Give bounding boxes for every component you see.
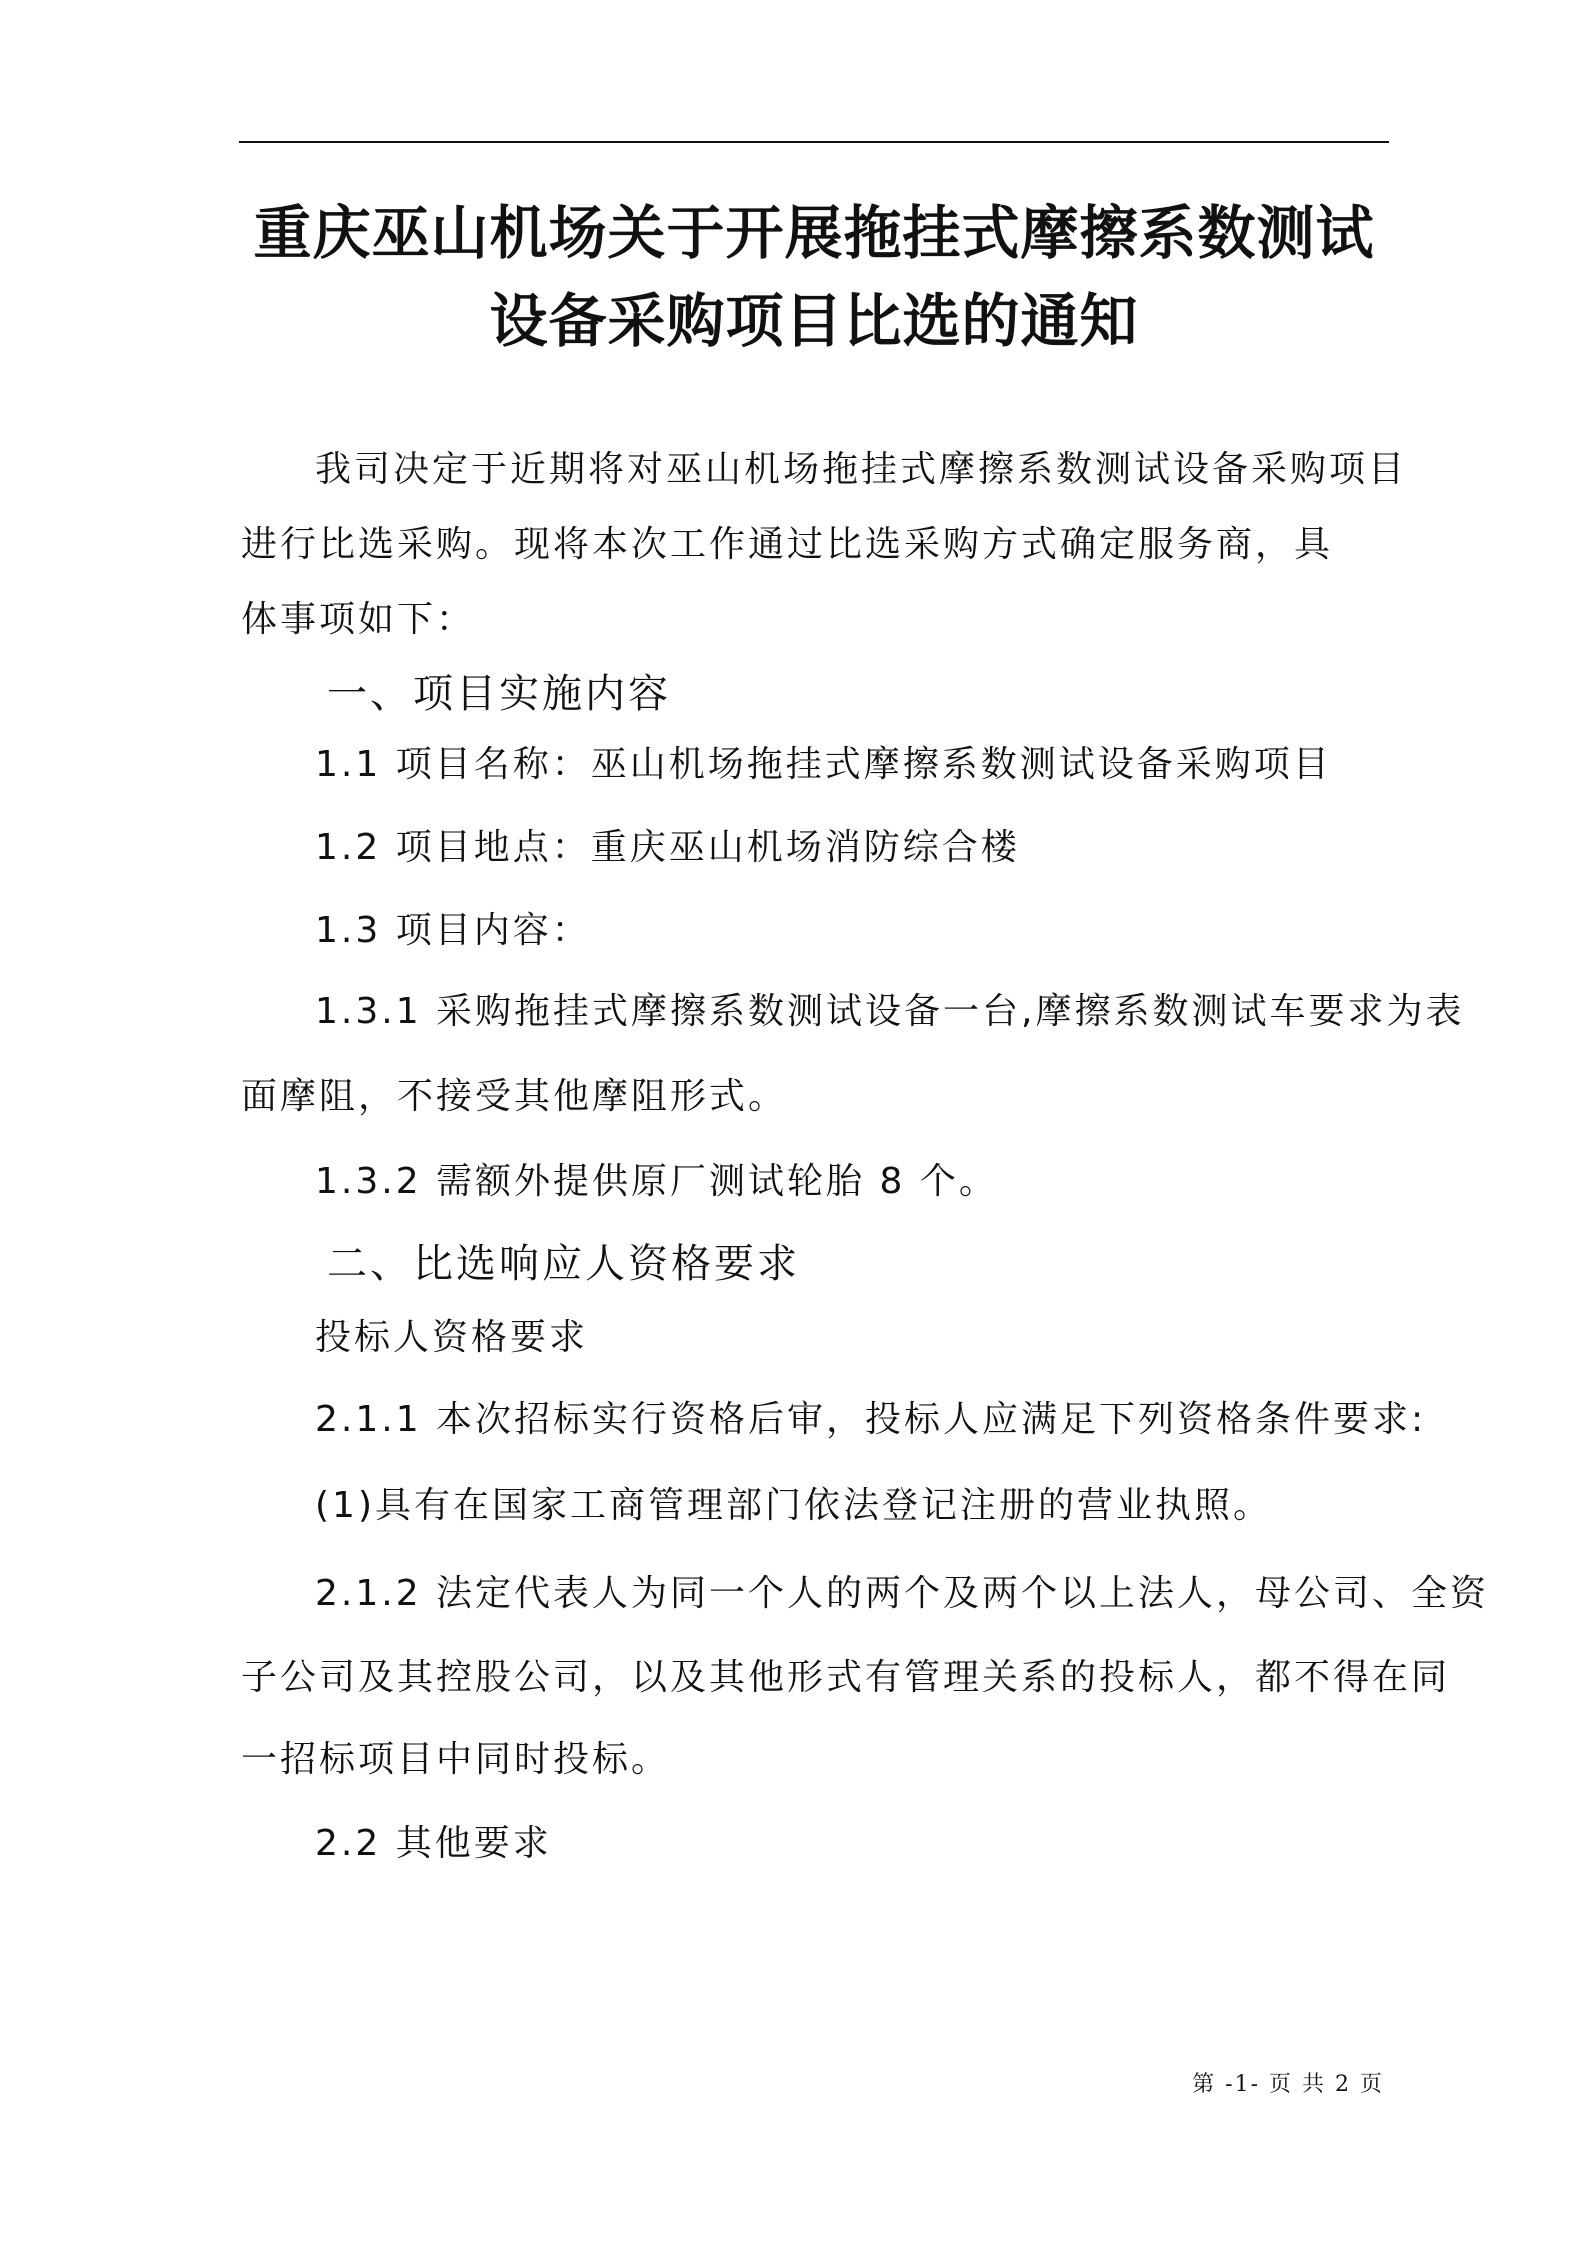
item-2-1-2-line-2: 子公司及其控股公司，以及其他形式有管理关系的投标人，都不得在同 bbox=[241, 1657, 1451, 1698]
item-1-3: 1.3 项目内容： bbox=[315, 910, 591, 951]
item-2-2: 2.2 其他要求 bbox=[315, 1823, 552, 1864]
item-1-3-1-line-2: 面摩阻，不接受其他摩阻形式。 bbox=[241, 1076, 788, 1117]
page-number-footer: 第 -1- 页 共 2 页 bbox=[1192, 2072, 1384, 2097]
header-rule bbox=[239, 141, 1389, 143]
section-1-heading: 一、项目实施内容 bbox=[327, 671, 671, 717]
item-1-2: 1.2 项目地点：重庆巫山机场消防综合楼 bbox=[315, 827, 1020, 868]
item-2-1-1: 2.1.1 本次招标实行资格后审，投标人应满足下列资格条件要求: bbox=[315, 1399, 1427, 1440]
item-2-1-1-1: (1)具有在国家工商管理部门依法登记注册的营业执照。 bbox=[315, 1485, 1272, 1526]
section-2-subheading: 投标人资格要求 bbox=[315, 1317, 589, 1358]
intro-line-2: 进行比选采购。现将本次工作通过比选采购方式确定服务商，具 bbox=[241, 524, 1334, 565]
item-2-1-2-line-3: 一招标项目中同时投标。 bbox=[241, 1739, 671, 1780]
item-1-3-2: 1.3.2 需额外提供原厂测试轮胎 8 个。 bbox=[315, 1161, 998, 1202]
document-title-line-1: 重庆巫山机场关于开展拖挂式摩擦系数测试 bbox=[253, 199, 1375, 267]
section-2-heading: 二、比选响应人资格要求 bbox=[327, 1241, 800, 1287]
intro-line-1: 我司决定于近期将对巫山机场拖挂式摩擦系数测试设备采购项目 bbox=[315, 449, 1408, 490]
item-2-1-2-line-1: 2.1.2 法定代表人为同一个人的两个及两个以上法人，母公司、全资 bbox=[315, 1573, 1490, 1614]
item-1-1: 1.1 项目名称：巫山机场拖挂式摩擦系数测试设备采购项目 bbox=[315, 744, 1332, 785]
item-1-3-1-line-1: 1.3.1 采购拖挂式摩擦系数测试设备一台,摩擦系数测试车要求为表 bbox=[315, 991, 1465, 1032]
intro-line-3: 体事项如下： bbox=[241, 599, 476, 640]
document-title-line-2: 设备采购项目比选的通知 bbox=[489, 287, 1139, 355]
